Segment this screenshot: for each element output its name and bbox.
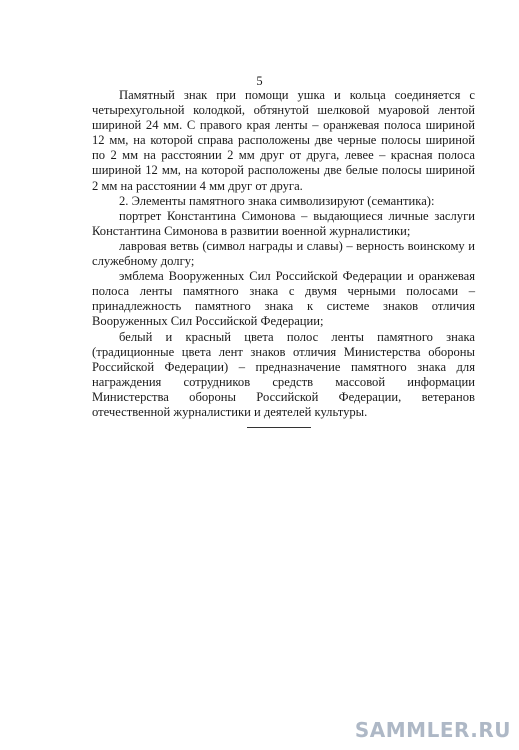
document-body — [92, 88, 475, 420]
page-number: 5 — [256, 74, 263, 88]
paragraph-ribbon-colors: белый и красный цвета полос ленты памятного знака (традиционные цвета лент знаков отличия Министерства обороны Российской Федерации) – предназначение памятного знака для награждения сотрудников средств массовой информации Министерства обороны Российской Федерации, ветеранов отечественной журналистики и деятелей культуры. — [92, 329, 475, 419]
paragraph-emblem: эмблема Вооруженных Сил Российской Федерации и оранжевая полоса ленты памятного знака с двумя черными полосами – принадлежность памятного знака к системе знаков отличия Вооруженных Сил Российской Федерации; — [92, 269, 475, 329]
watermark-logo: SAMMLER.RU — [354, 718, 511, 742]
paragraph-semantics-heading: 2. Элементы памятного знака символизируют (семантика): — [119, 193, 435, 208]
end-separator-line — [247, 427, 311, 428]
paragraph-portrait: портрет Константина Симонова – выдающиеся личные заслуги Константина Симонова в развитии военной журналистики; — [92, 208, 475, 238]
paragraph-ribbon-description: Памятный знак при помощи ушка и кольца соединяется с четырехугольной колодкой, обтянутой шелковой муаровой лентой шириной 24 мм. С правого края ленты – оранжевая полоса шириной 12 мм, на которой справа расположены две черные полосы шириной по 2 мм на расстоянии 2 мм друг от друга, левее – красная полоса шириной 12 мм, на которой расположены две белые полосы шириной 2 мм на расстоянии 4 мм друг от друга. — [92, 88, 475, 193]
paragraph-laurel-branch: лавровая ветвь (символ награды и славы) – верность воинскому и служебному долгу; — [92, 238, 475, 269]
